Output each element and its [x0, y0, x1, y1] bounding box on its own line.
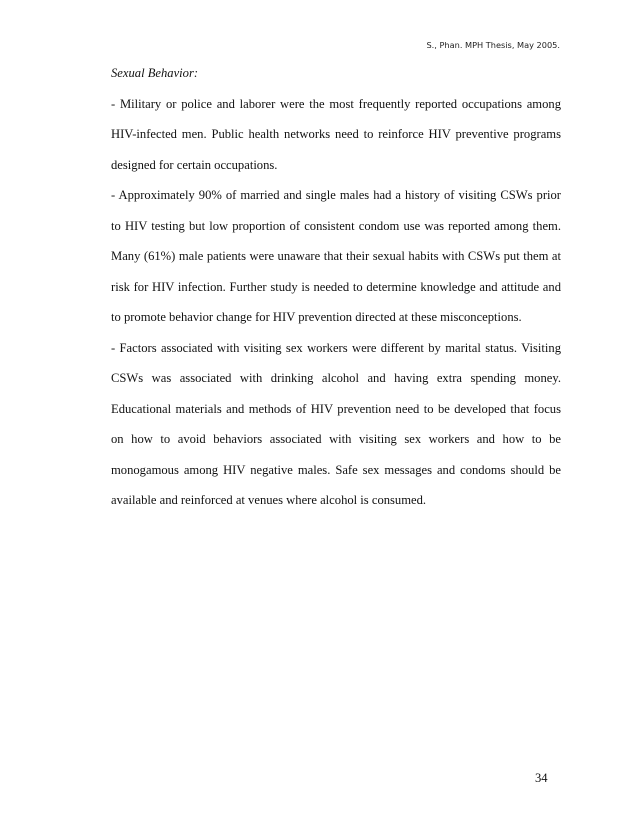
page-number: 34 — [535, 771, 548, 785]
paragraph-csw-visits: - Approximately 90% of married and single males had a history of visiting CSWs prior to HIV testing but low proportion of consistent condom use was reported among them. Many (61%) male patients were unaware that their sexual habits with CSWs put them at risk for HIV infection. Further study is needed to determine knowledge and attitude and to promote behavior change for HIV prevention directed at these misconceptions. — [111, 188, 561, 324]
page-body — [111, 58, 561, 516]
running-header: S., Phan. MPH Thesis, May 2005. — [426, 40, 560, 50]
section-heading: Sexual Behavior: — [111, 66, 199, 80]
paragraph-risk-factors: - Factors associated with visiting sex workers were different by marital status. Visiting CSWs was associated with drinking alcohol and having extra spending money. Educational materials and methods of HIV prevention need to be developed that focus on how to avoid behaviors associated with visiting sex workers and how to be monogamous among HIV negative males. Safe sex messages and condoms should be available and reinforced at venues where alcohol is consumed. — [111, 340, 561, 507]
paragraph-occupations: - Military or police and laborer were the most frequently reported occupations among HIV-infected men. Public health networks need to reinforce HIV preventive programs designed for certain occupations. — [111, 96, 561, 172]
